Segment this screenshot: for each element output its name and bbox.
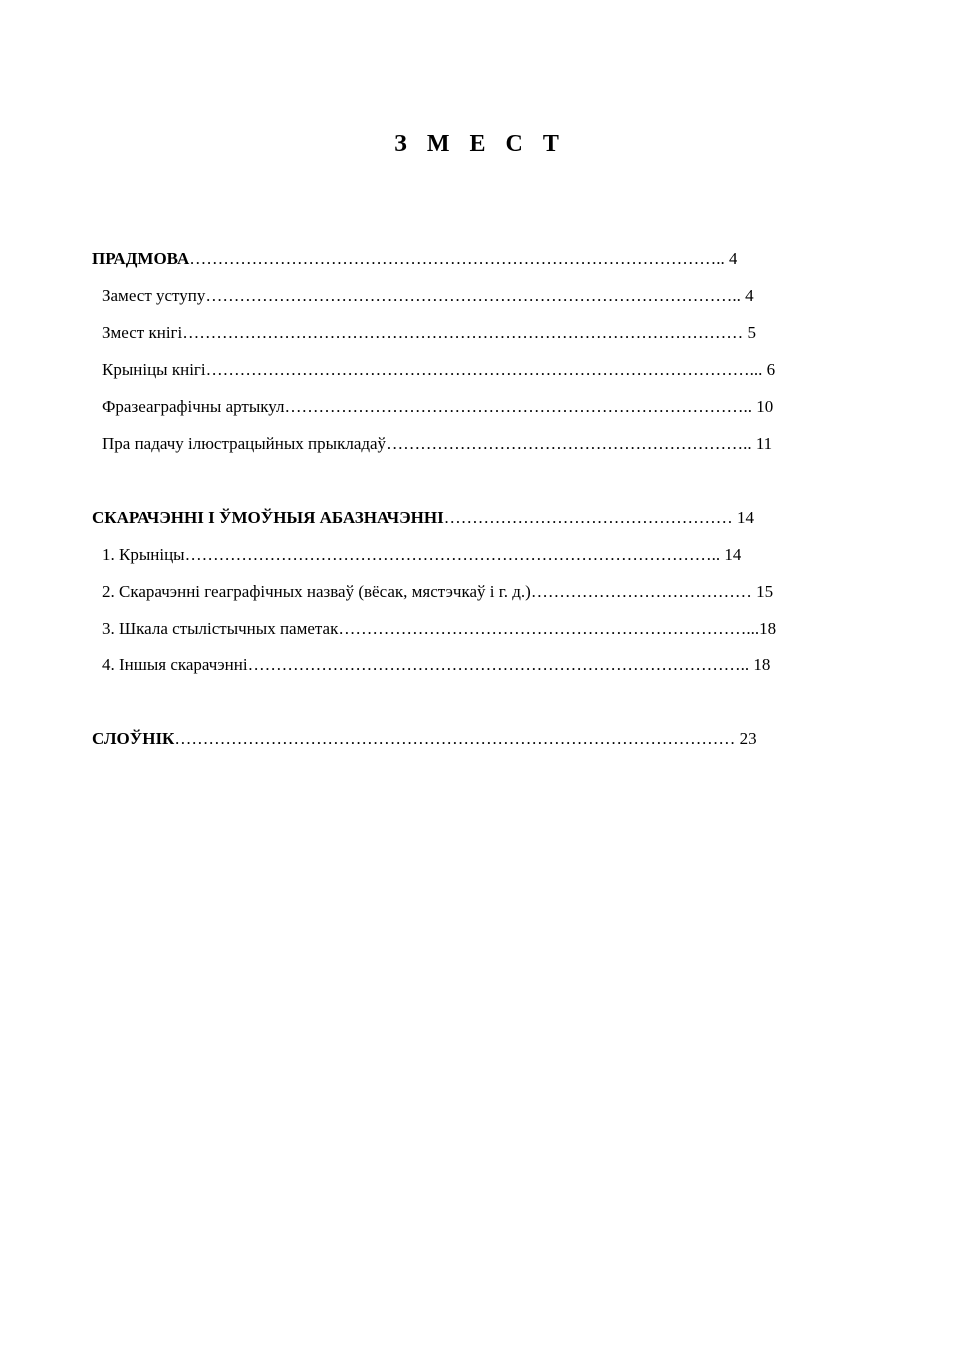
toc-heading-dictionary (92, 728, 757, 750)
toc-page-number: 5 (743, 323, 756, 342)
toc-item (102, 359, 775, 381)
toc-item (102, 618, 776, 640)
toc-item (102, 433, 772, 455)
toc-item (102, 322, 756, 344)
toc-page-number: 23 (735, 729, 757, 748)
toc-page-number: 18 (749, 655, 771, 674)
toc-item (102, 285, 754, 307)
toc-item-text: Змест кнігі (102, 323, 183, 342)
toc-leader-dots: ………………………………………………………………………………….. (189, 249, 725, 268)
toc-item (102, 581, 773, 603)
toc-item-text: 2. Скарачэнні геаграфічных назваў (вёсак, мястэчкаў і г. д.) (102, 582, 531, 601)
toc-leader-dots: ……………………………………………………………………………………… (182, 323, 744, 342)
toc-item-text: Замест уступу (102, 286, 206, 305)
toc-leader-dots: ……………………………………………………………………….. (284, 397, 752, 416)
toc-leader-dots: ………………………………… (530, 582, 752, 601)
toc-page-number: 14 (720, 545, 742, 564)
toc-page-number: 11 (751, 434, 773, 453)
toc-heading-text: СЛОЎНІК (92, 729, 175, 748)
toc-leader-dots: ………………………………………………………………………………….. (205, 286, 741, 305)
toc-leader-dots: ………………………………………………………………... (338, 619, 760, 638)
toc-page-number: 18 (759, 619, 777, 638)
toc-heading-abbreviations (92, 507, 754, 529)
toc-leader-dots: …………………………………………………………………………….. (247, 655, 750, 674)
toc-leader-dots: ……………………………………………………………………………………… (174, 729, 736, 748)
toc-item-text: 3. Шкала стылістычных паметак (102, 619, 339, 638)
toc-heading-text: ПРАДМОВА (92, 249, 190, 268)
toc-item (102, 654, 770, 676)
toc-page-number: 4 (740, 286, 754, 305)
toc-item-text: Фразеаграфічны артыкул (102, 397, 285, 416)
toc-leader-dots: ……………………………………………………………………………………... (205, 360, 763, 379)
toc-page-number: 6 (762, 360, 776, 379)
toc-leader-dots: ………………………………………………………………………………….. (184, 545, 721, 564)
toc-leader-dots: …………………………………………… (443, 508, 733, 527)
toc-leader-dots: ……………………………………………………….. (386, 434, 752, 453)
toc-item-text: 1. Крыніцы (102, 545, 185, 564)
toc-heading-text: СКАРАЧЭННІ І ЎМОЎНЫЯ АБАЗНАЧЭННІ (92, 508, 444, 527)
toc-item (102, 544, 741, 566)
toc-page-number: 10 (752, 397, 774, 416)
toc-item-text: Пра падачу ілюстрацыйных прыкладаў (102, 434, 387, 453)
toc-item-text: 4. Іншыя скарачэнні (102, 655, 248, 674)
toc-page-number: 14 (732, 508, 754, 527)
toc-item (102, 396, 773, 418)
toc-heading-pradmova (92, 248, 737, 270)
toc-page-number: 15 (751, 582, 774, 601)
toc-item-text: Крыніцы кнігі (102, 360, 206, 379)
toc-page-number: 4 (724, 249, 738, 268)
page-title: З М Е С Т (394, 131, 566, 157)
